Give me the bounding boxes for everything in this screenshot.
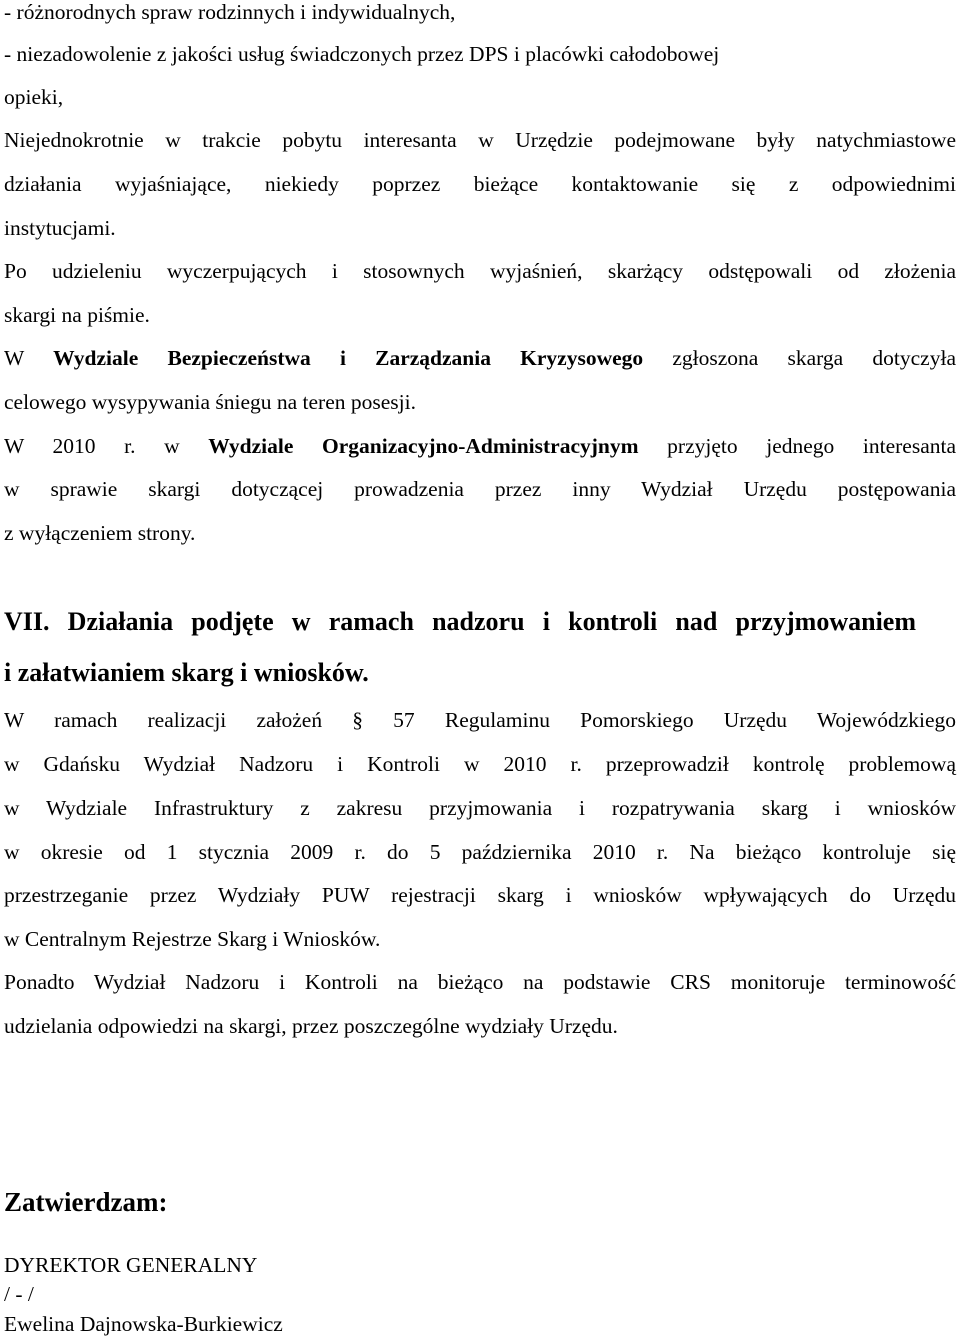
paragraph-monitoring-line-1: Ponadto Wydział Nadzoru i Kontroli na bieżąco na podstawie CRS monitoruje terminowość (4, 970, 956, 994)
text-run: W 2010 r. w (4, 434, 209, 458)
paragraph-actions-line-1: Niejednokrotnie w trakcie pobytu interesanta w Urzędzie podejmowane były natychmiastowe (4, 128, 956, 152)
paragraph-monitoring-line-2: udzielania odpowiedzi na skargi, przez poszczególne wydziały Urzędu. (4, 1014, 618, 1038)
paragraph-actions-line-2: działania wyjaśniające, niekiedy poprzez bieżące kontaktowanie się z odpowiednimi (4, 172, 956, 196)
list-item-dps-complaint-cont: opieki, (4, 85, 64, 109)
paragraph-control-line-2: w Gdańsku Wydział Nadzoru i Kontroli w 2010 r. przeprowadził kontrolę problemową (4, 752, 956, 776)
list-item-dps-complaint: - niezadowolenie z jakości usług świadczonych przez DPS i placówki całodobowej (4, 42, 720, 66)
text-run: W (4, 346, 54, 370)
signer-title: DYREKTOR GENERALNY (4, 1253, 258, 1277)
paragraph-control-line-1: W ramach realizacji założeń § 57 Regulaminu Pomorskiego Urzędu Wojewódzkiego (4, 708, 956, 732)
approval-label: Zatwierdzam: (4, 1187, 168, 1217)
department-name-security: Wydziale Bezpieczeństwa i Zarządzania Kryzysowego (53, 346, 644, 370)
paragraph-control-line-4: w okresie od 1 stycznia 2009 r. do 5 października 2010 r. Na bieżąco kontroluje się (4, 840, 956, 864)
paragraph-control-line-3: w Wydziale Infrastruktury z zakresu przyjmowania i rozpatrywania skarg i wniosków (4, 796, 956, 820)
list-item-family-matters: - różnorodnych spraw rodzinnych i indywidualnych, (4, 0, 456, 24)
paragraph-control-line-5: przestrzeganie przez Wydziały PUW rejestracji skarg i wniosków wpływających do Urzędu (4, 883, 956, 907)
text-run: przyjęto jednego interesanta (638, 434, 957, 458)
department-name-org-admin: Wydziale Organizacyjno-Administracyjnym (208, 434, 639, 458)
text-run: zgłoszona skarga dotyczyła (643, 346, 956, 370)
signer-name: Ewelina Dajnowska-Burkiewicz (4, 1312, 283, 1336)
paragraph-org-admin-line-2: w sprawie skargi dotyczącej prowadzenia przez inny Wydział Urzędu postępowania (4, 477, 956, 501)
section-heading-line-1: VII. Działania podjęte w ramach nadzoru i kontroli nad przyjmowaniem (4, 607, 916, 636)
paragraph-control-line-6: w Centralnym Rejestrze Skarg i Wniosków. (4, 927, 381, 951)
signature-mark: / - / (4, 1282, 34, 1306)
paragraph-explanations-line-1: Po udzieleniu wyczerpujących i stosownych wyjaśnień, skarżący odstępowali od złożenia (4, 259, 956, 283)
section-heading-line-2: i załatwianiem skarg i wniosków. (4, 658, 369, 687)
paragraph-org-admin-line-1 (4, 432, 956, 460)
paragraph-security-dept-line-2: celowego wysypywania śniegu na teren posesji. (4, 390, 416, 414)
paragraph-explanations-line-2: skargi na piśmie. (4, 303, 150, 327)
paragraph-org-admin-line-3: z wyłączeniem strony. (4, 521, 196, 545)
paragraph-actions-line-3: instytucjami. (4, 216, 116, 240)
paragraph-security-dept-line-1 (4, 344, 956, 372)
